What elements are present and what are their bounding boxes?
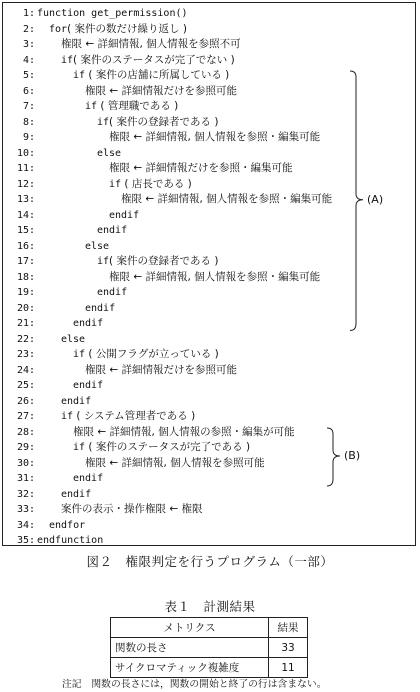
code-text: [85, 456, 265, 472]
code-keyword: endfunction: [37, 535, 104, 546]
line-number: 4:: [22, 54, 35, 66]
code-keyword: if: [73, 442, 86, 453]
line-number: 34:: [16, 519, 35, 531]
figure-caption: 図２ 権限判定を行うプログラム（一部）: [86, 554, 334, 569]
line-number: 13:: [16, 194, 35, 205]
code-segment: ( 管理職である ): [97, 100, 179, 112]
code-text: [85, 301, 115, 317]
code-keyword: endif: [73, 473, 104, 484]
code-text: [109, 270, 320, 286]
brace-a-shape: [349, 70, 365, 332]
code-line: [3, 487, 415, 503]
line-number: 35:: [16, 535, 35, 546]
line-number: 18:: [16, 271, 35, 283]
line-number: 27:: [16, 411, 35, 422]
code-keyword: if: [97, 256, 110, 267]
line-number: 1:: [22, 8, 35, 19]
code-text: [73, 68, 229, 84]
code-text: [49, 518, 85, 534]
code-text: [85, 239, 109, 255]
code-segment: ( システム管理者である ): [73, 410, 196, 422]
code-segment: 権限 ← 詳細情報, 個人情報を参照不可: [61, 38, 241, 50]
code-text: [97, 285, 127, 301]
brace-b-label: (B): [344, 448, 361, 462]
code-text: [109, 208, 139, 224]
line-number: 19:: [16, 287, 35, 298]
code-keyword: if: [109, 178, 122, 190]
code-line: [3, 378, 415, 394]
line-number: 25:: [16, 380, 35, 391]
line-number: 32:: [16, 488, 35, 500]
line-number: 20:: [16, 302, 35, 314]
table-header-row: [111, 618, 308, 638]
line-number: 22:: [16, 333, 35, 345]
header-result: 結果: [269, 618, 308, 638]
code-segment: ( 案件の店舗に所属している ): [85, 69, 230, 81]
code-keyword: function get_permission(): [37, 8, 188, 19]
code-listing-box: [2, 2, 416, 546]
code-keyword: if: [73, 70, 86, 81]
line-number: 33:: [16, 504, 35, 515]
code-segment: ( 案件のステータスが完了でない ): [73, 53, 235, 66]
code-line: [3, 394, 415, 410]
code-text: [73, 378, 103, 394]
metric-name: サイクロマティック複雑度: [111, 658, 269, 678]
code-line: [3, 533, 415, 549]
code-text: [121, 192, 332, 208]
code-segment: ( 案件の登録者である ): [109, 255, 219, 267]
code-text: [97, 254, 218, 270]
line-number: 11:: [16, 163, 35, 174]
code-text: [85, 84, 237, 100]
code-text: [97, 146, 121, 162]
line-number: 14:: [16, 209, 35, 221]
code-keyword: endif: [109, 209, 140, 221]
line-number: 12:: [16, 178, 35, 190]
code-keyword: endif: [97, 225, 128, 236]
line-number: 6:: [22, 85, 35, 97]
table-caption: 表１ 計測結果: [164, 599, 256, 614]
line-number: 30:: [16, 457, 35, 469]
code-text: [109, 130, 320, 146]
code-line: [3, 22, 415, 38]
line-number: 24:: [16, 364, 35, 376]
code-segment: 案件の表示・操作権限 ← 権限: [61, 503, 203, 515]
brace-path: [350, 71, 363, 331]
line-number: 3:: [22, 39, 35, 50]
line-number: 26:: [16, 395, 35, 407]
code-text: [49, 22, 187, 38]
metric-value: 33: [269, 638, 308, 658]
code-segment: 権限 ← 詳細情報, 個人情報の参照・編集が可能: [73, 425, 295, 438]
line-number: 28:: [16, 426, 35, 438]
code-segment: ( 公開フラグが立っている ): [85, 348, 219, 360]
code-text: [109, 161, 292, 177]
line-number: 31:: [16, 473, 35, 484]
code-text: [61, 409, 195, 425]
code-segment: 権限 ← 詳細情報, 個人情報を参照・編集可能: [121, 193, 333, 205]
code-text: [85, 363, 237, 379]
code-keyword: else: [61, 333, 86, 345]
code-segment: 権限 ← 詳細情報だけを参照・編集可能: [109, 162, 293, 174]
table-row: [111, 658, 308, 678]
line-number: 16:: [16, 240, 35, 252]
code-segment: ( 案件のステータスが完了である ): [85, 441, 251, 453]
line-number: 10:: [16, 147, 35, 159]
code-text: [73, 471, 103, 487]
code-line: [3, 347, 415, 363]
code-text: [85, 99, 178, 115]
line-number: 29:: [16, 442, 35, 453]
line-number: 2:: [22, 23, 35, 35]
line-number: 5:: [22, 70, 35, 81]
brace-b-shape: [326, 427, 342, 487]
metric-name: 関数の長さ: [111, 638, 269, 658]
code-text: [109, 177, 192, 193]
code-keyword: endif: [73, 380, 104, 391]
code-segment: ( 案件の登録者である ): [109, 115, 219, 128]
code-text: [73, 425, 295, 441]
code-keyword: for: [49, 23, 68, 35]
code-text: [61, 394, 91, 410]
line-number: 15:: [16, 225, 35, 236]
code-segment: ( 案件の数だけ繰り返し ): [67, 22, 187, 35]
line-number: 8:: [22, 116, 35, 128]
line-number: 23:: [16, 349, 35, 360]
code-text: [97, 115, 218, 131]
code-keyword: endif: [61, 488, 92, 500]
code-line: [3, 332, 415, 348]
code-segment: 権限 ← 詳細情報だけを参照可能: [85, 363, 237, 376]
code-text: [73, 440, 250, 456]
code-keyword: else: [97, 147, 122, 159]
line-number: 21:: [16, 318, 35, 329]
code-line: [3, 363, 415, 379]
code-text: [37, 533, 103, 549]
code-keyword: if: [97, 116, 110, 128]
code-text: [61, 487, 91, 503]
code-text: [73, 347, 219, 363]
metrics-table: [110, 617, 308, 678]
code-keyword: if: [73, 349, 86, 360]
code-segment: 権限 ← 詳細情報, 個人情報を参照可能: [85, 456, 265, 469]
code-line: [3, 6, 415, 22]
code-segment: 権限 ← 詳細情報, 個人情報を参照・編集可能: [109, 131, 321, 143]
code-line: [3, 37, 415, 53]
code-text: [61, 502, 202, 518]
code-line: [3, 471, 415, 487]
code-line: [3, 518, 415, 534]
code-keyword: endif: [61, 395, 92, 407]
table-row: [111, 638, 308, 658]
code-text: [61, 332, 85, 348]
header-metric: メトリクス: [111, 618, 269, 638]
code-text: [97, 223, 127, 239]
line-number: 9:: [22, 132, 35, 143]
code-keyword: if: [85, 101, 98, 112]
code-keyword: endif: [97, 287, 128, 298]
code-line: [3, 409, 415, 425]
code-keyword: endfor: [49, 519, 86, 531]
code-text: [61, 37, 241, 53]
line-number: 17:: [16, 256, 35, 267]
code-keyword: if: [61, 411, 74, 422]
code-line: [3, 502, 415, 518]
brace-a-label: (A): [367, 192, 384, 206]
brace-path: [327, 428, 340, 486]
code-segment: ( 店長である ): [121, 177, 192, 190]
code-segment: 権限 ← 詳細情報だけを参照可能: [85, 84, 237, 97]
line-number: 7:: [22, 101, 35, 112]
code-segment: 権限 ← 詳細情報, 個人情報を参照・編集可能: [109, 270, 321, 283]
code-keyword: endif: [73, 318, 104, 329]
code-keyword: endif: [85, 302, 116, 314]
metric-value: 11: [269, 658, 308, 678]
code-keyword: else: [85, 240, 110, 252]
code-line: [3, 425, 415, 441]
table-note: 注記 関数の長さには，関数の開始と終了の行は含まない。: [62, 679, 327, 690]
code-line: [3, 53, 415, 69]
code-keyword: if: [61, 54, 74, 66]
code-text: [61, 53, 235, 69]
code-text: [73, 316, 103, 332]
code-text: [37, 6, 188, 22]
